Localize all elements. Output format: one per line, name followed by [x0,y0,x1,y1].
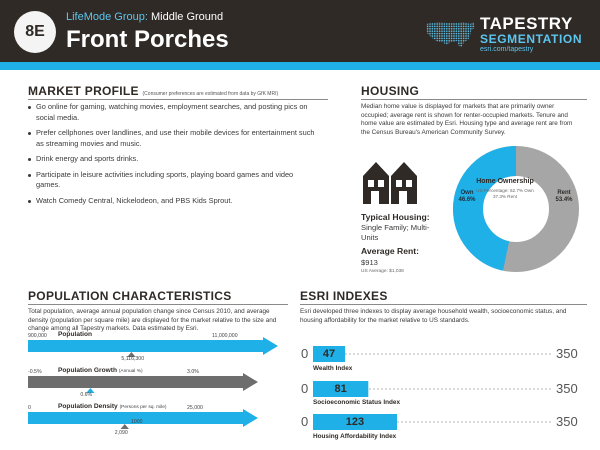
esri-indexes-title: ESRI INDEXES [300,289,388,303]
housing-type-icon [361,158,419,206]
own-percentage: 46.6% [458,197,476,203]
logo-text-tapestry: TAPESTRY [480,14,573,33]
ownership-center [472,178,538,199]
index-scale-max: 350 [556,381,578,396]
index-scale [0,380,600,400]
index-scale [0,345,600,365]
esri-indexes-description: Esri developed three indexes to display average household wealth, socioeconomic status, and housing affordability for the market relative to US standards. [300,308,567,324]
list-item: Drink energy and sports drinks. [28,154,318,165]
divider [300,304,587,305]
population-growth-title-text: Population Growth [58,367,117,374]
population-title: POPULATION CHARACTERISTICS [28,289,232,303]
population-min: 900,000 [28,333,47,339]
population-growth-value: 0.6% [80,392,93,398]
list-item: Watch Comedy Central, Nickelodeon, and PBS Kids Sprout. [28,196,318,207]
market-profile-title [28,84,278,98]
header-bar [0,0,600,62]
header-accent-stripe [0,62,600,70]
lifemode-label: LifeMode Group: [66,11,148,23]
list-item: Go online for gaming, watching movies, employment searches, and posting pics on social media. [28,102,318,123]
index-scale-min: 0 [301,346,309,361]
housing-affordability-index-label: Housing Affordability Index [313,433,397,440]
population-value: 5,116,300 [121,356,145,362]
own-label: Own [460,190,474,196]
ownership-us-percentage: US Percentage: 62.7% Own 37.3% Rent [476,188,534,199]
index-scale-min: 0 [301,381,309,396]
tapestry-logo [424,14,594,56]
own-slice-label [455,190,479,204]
housing-title: HOUSING [361,84,420,98]
index-value: 81 [334,383,347,395]
population-description: Total population, average annual population change since Census 2010, and average density (population per square mile) are displayed for the market relative to the size and change among all Tapestry markets. Data estimated by Esri. [28,308,277,333]
lifemode-name: Middle Ground [151,11,224,23]
rent-label: Rent [557,190,571,196]
population-growth-title-note: (Annual %) [118,369,143,374]
index-scale-max: 350 [556,414,578,429]
population-growth-min: -0.5% [28,369,42,375]
index-scale [0,413,600,433]
home-ownership-donut [450,143,582,275]
divider [28,99,328,100]
index-scale-min: 0 [301,414,309,429]
population-density-title-text: Population Density [58,403,118,410]
segment-code-badge: 8E [14,11,56,53]
market-profile-title-text: MARKET PROFILE [28,84,139,98]
population-density-max: 25,000 [187,405,203,411]
population-density-min: 0 [28,405,31,411]
list-item: Prefer cellphones over landlines, and use their mobile devices for entertainment such as streaming movies and music. [28,128,318,149]
population-density-us-marker: 1000 [131,419,143,425]
divider [361,99,587,100]
logo-text-segmentation: SEGMENTATION [480,32,583,46]
rent-us-average: US Average: $1,038 [361,269,404,274]
divider [28,304,288,305]
list-item: Participate in leisure activities including sports, playing board games and video games. [28,170,318,191]
rent-slice-label [551,190,577,204]
page-title: Front Porches [66,26,229,53]
population-max: 11,000,000 [212,333,238,339]
market-profile-list [28,102,318,211]
typical-housing-value: Single Family; Multi-Units [361,223,430,242]
population-growth-max: 3.0% [187,369,199,375]
lifemode-group [66,11,223,23]
index-scale-max: 350 [556,346,578,361]
us-map-icon [424,18,476,48]
typical-housing-label: Typical Housing: [361,212,430,222]
average-rent-value: $913 [361,258,378,267]
wealth-index-label: Wealth Index [313,365,353,372]
index-value: 123 [345,416,365,428]
rent-percentage: 53.4% [555,197,573,203]
socioeconomic-index-label: Socioeconomic Status Index [313,399,401,406]
index-value: 47 [322,348,336,360]
ownership-title: Home Ownership [476,178,534,185]
market-profile-note: (Consumer preferences are estimated from data by GfK MRI) [142,91,279,97]
population-bar-title-text: Population [58,331,93,338]
population-density-title-note: (Persons per sq. mile) [119,405,167,410]
logo-url[interactable]: esri.com/tapestry [480,46,534,53]
housing-description: Median home value is displayed for markets that are primarily owner occupied; average rent is shown for renter-occupied markets. Tenure and home value are estimated by Esri. Housing type and average rent are from the Census Bureau's American Community Survey. [361,103,573,136]
average-rent-label: Average Rent: [361,246,419,256]
population-density-value: 2,090 [114,430,128,436]
